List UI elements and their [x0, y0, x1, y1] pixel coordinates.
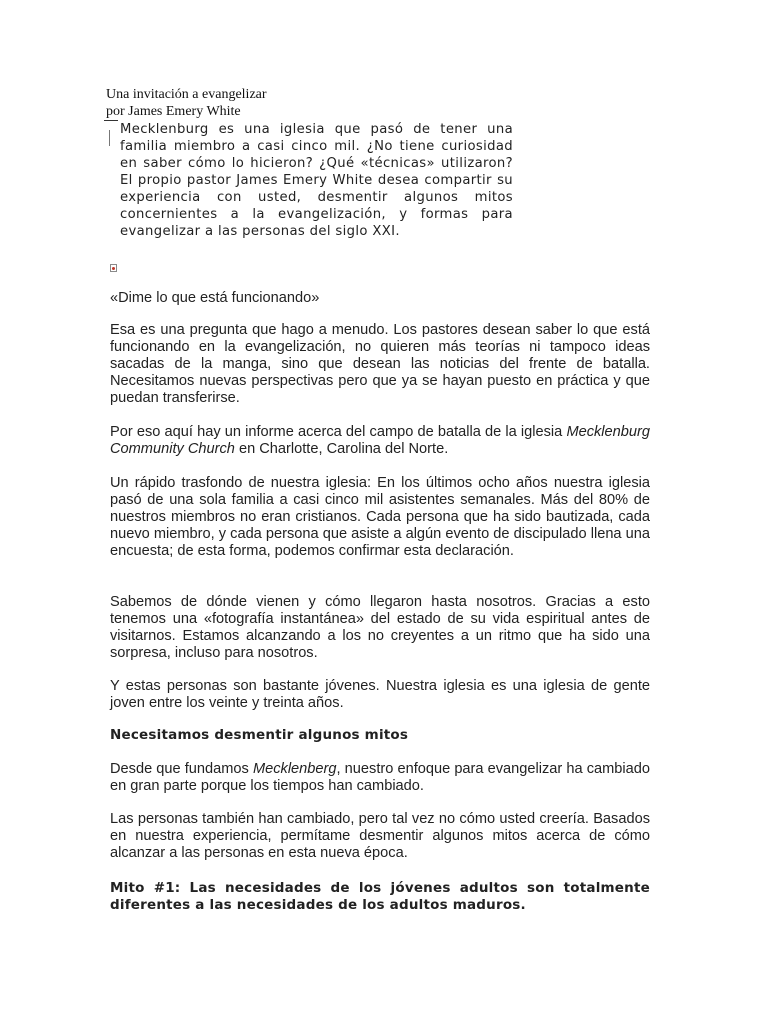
paragraph-6-start: Desde que fundamos	[110, 761, 253, 777]
author-line: por James Emery White	[106, 104, 241, 119]
paragraph-1: Esa es una pregunta que hago a menudo. Los pastores desean saber lo que está funcionando en la evangelización, no quieren más teorías ni tampoco ideas sacadas de la manga, sino que desean las noticias del frente de batalla. Necesitamos nuevas perspectivas pero que ya se hayan puesto en práctica y que puedan transferirse.	[110, 322, 650, 406]
section-heading-myths: Necesitamos desmentir algunos mitos	[110, 727, 409, 743]
text-cursor-mark	[109, 130, 112, 146]
paragraph-2-start: Por eso aquí hay un informe acerca del campo de batalla de la iglesia	[110, 424, 567, 440]
paragraph-3: Un rápido trasfondo de nuestra iglesia: En los últimos ocho años nuestra iglesia pasó de una sola familia a casi cinco mil asistentes semanales. Más del 80% de nuestros miembros no eran cristianos. Cada persona que ha sido bautizada, cada nuevo miembro, y cada persona que asiste a algún evento de discipulado llena una encuesta; de esta forma, podemos confirmar esta declaración.	[110, 475, 650, 559]
myth-1-heading: Mito #1: Las necesidades de los jóvenes adultos son totalmente diferentes a las necesidades de los adultos maduros.	[110, 880, 650, 913]
church-short-name: Mecklenberg	[252, 761, 337, 777]
paragraph-6-end: , nuestro enfoque para evangelizar ha cambiado en gran parte porque los tiempos han cambiado.	[110, 761, 650, 794]
article-title: Una invitación a evangelizar	[106, 87, 267, 102]
paragraph-7: Las personas también han cambiado, pero tal vez no cómo usted creería. Basados en nuestra experiencia, permítame desmentir algunos mitos acerca de cómo alcanzar a las personas en esta nueva época.	[110, 811, 650, 861]
article-summary: Mecklenburg es una iglesia que pasó de tener una familia miembro a casi cinco mil. ¿No tiene curiosidad en saber cómo lo hicieron? ¿Qué «técnicas» utilizaron? El propio pastor James Emery White desea compartir su experiencia con usted, desmentir algunos mitos concernientes a la evangelización, y formas para evangelizar a las personas del siglo XXI.	[120, 122, 513, 239]
paragraph-2	[110, 424, 650, 458]
paragraph-6	[110, 761, 650, 795]
paragraph-4: Sabemos de dónde vienen y cómo llegaron hasta nosotros. Gracias a esto tenemos una «fotografía instantánea» del estado de su vida espiritual antes de visitarnos. Estamos alcanzando a los no creyentes a un ritmo que ha sido una sorpresa, incluso para nosotros.	[110, 594, 650, 661]
quote-heading: «Dime lo que está funcionando»	[110, 290, 320, 306]
paragraph-2-end: en Charlotte, Carolina del Norte.	[234, 441, 449, 457]
church-name: Mecklenburg Community Church	[110, 424, 650, 457]
broken-image-icon	[110, 264, 117, 272]
paragraph-5: Y estas personas son bastante jóvenes. Nuestra iglesia es una iglesia de gente joven entre los veinte y treinta años.	[110, 678, 650, 711]
hyperlink-underline	[104, 120, 118, 121]
